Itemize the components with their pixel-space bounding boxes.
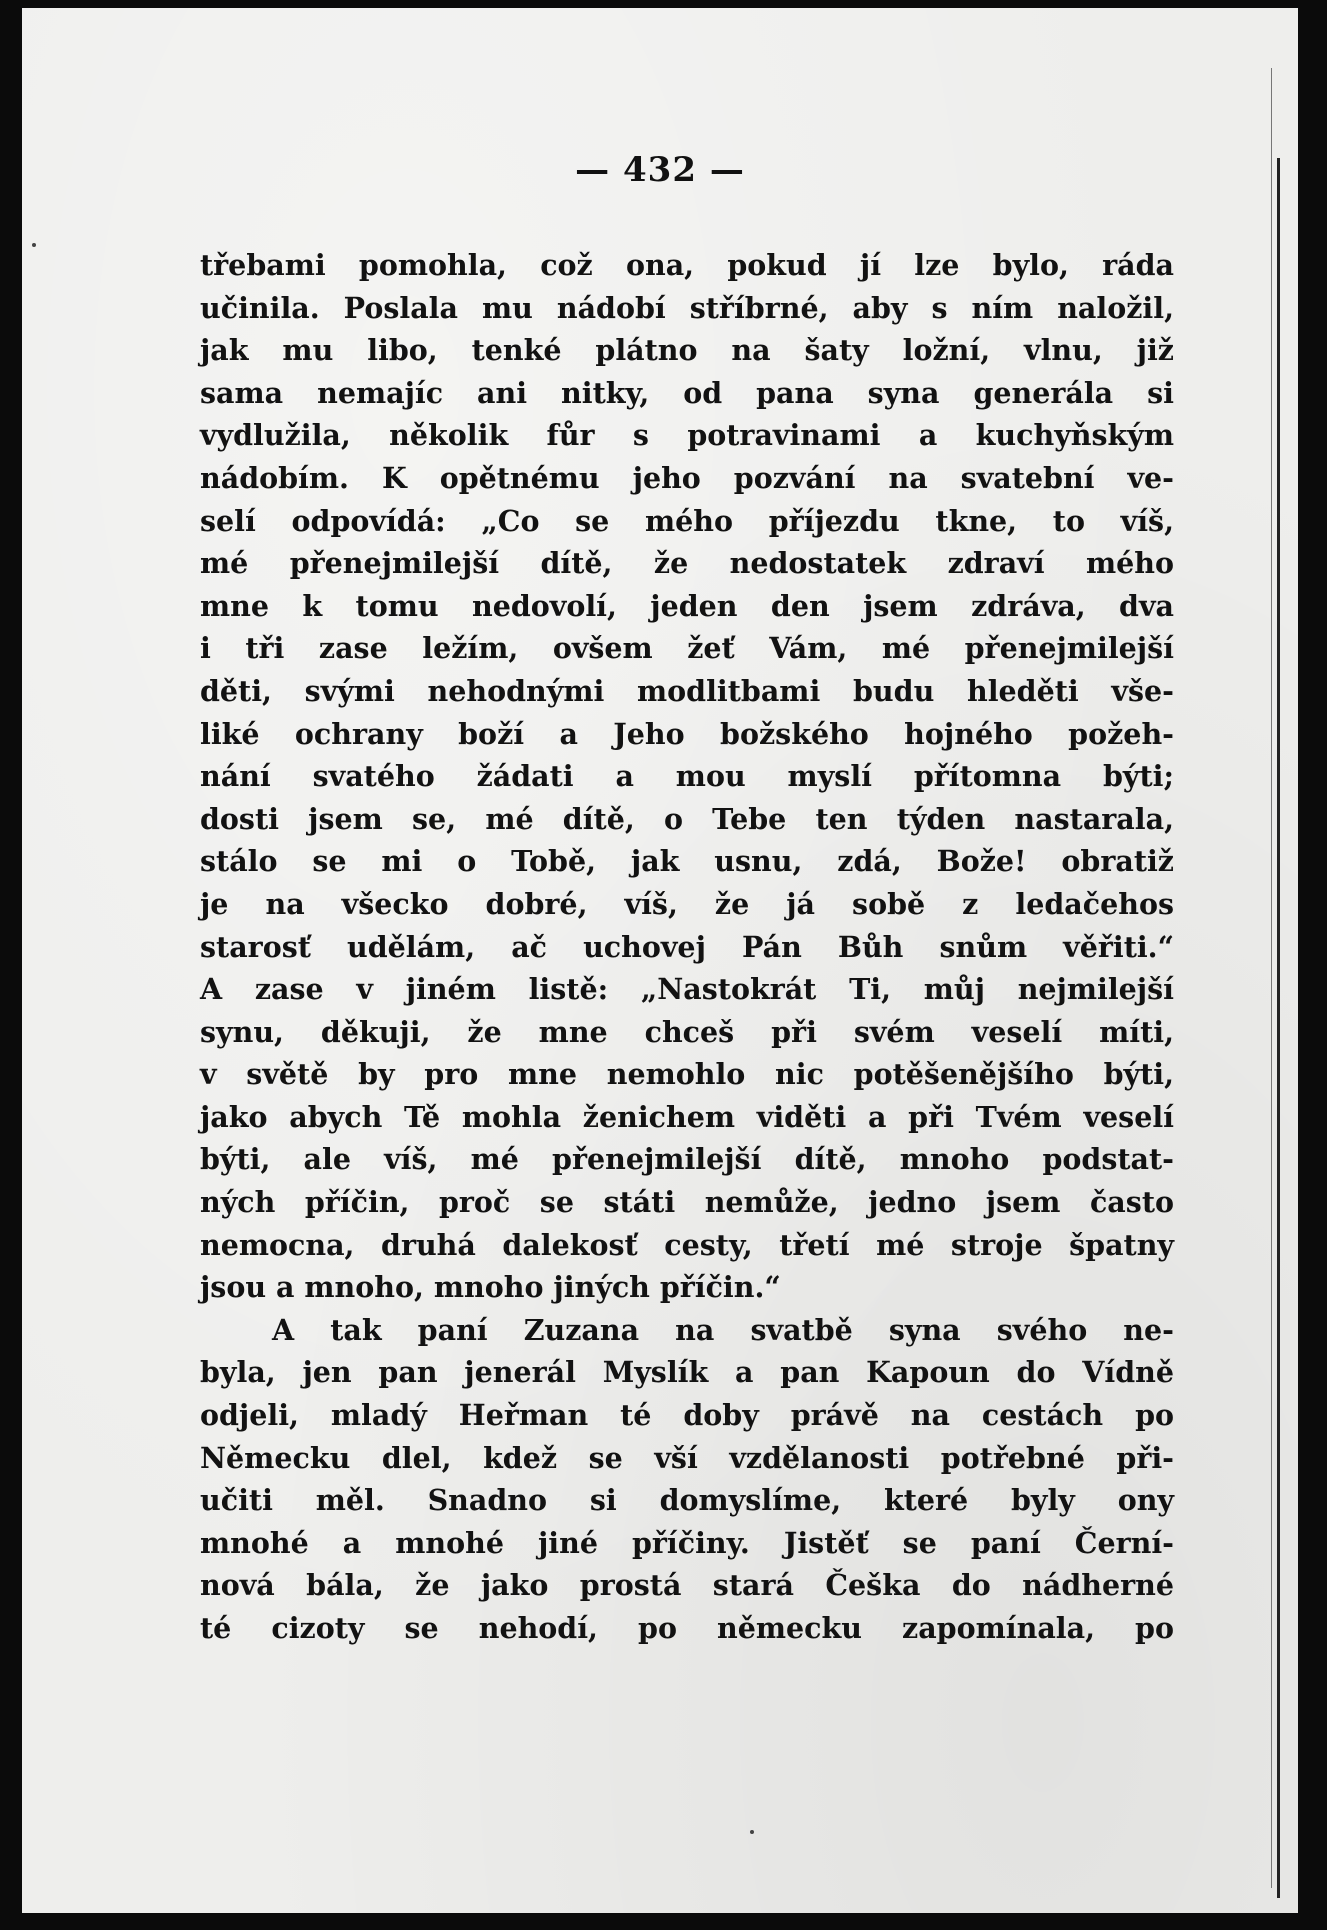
text-line: mnohé a mnohé jiné příčiny. Jistěť se paní Černí- xyxy=(200,1525,1174,1560)
print-speck xyxy=(32,243,36,247)
text-line: jako abych Tě mohla ženichem viděti a při Tvém veselí xyxy=(200,1099,1174,1134)
text-line: nová bála, že jako prostá stará Češka do nádherné xyxy=(200,1568,1174,1603)
page-edge-shadow xyxy=(1271,68,1272,1888)
page-number: — 432 — xyxy=(575,150,745,190)
text-line: třebami pomohla, což ona, pokud jí lze bylo, ráda xyxy=(200,248,1174,282)
text-line: nádobím. K opětnému jeho pozvání na svatební ve- xyxy=(200,460,1174,495)
text-line: byla, jen pan jenerál Myslík a pan Kapoun do Vídně xyxy=(200,1355,1174,1390)
text-line: děti, svými nehodnými modlitbami budu hleděti vše- xyxy=(200,673,1174,708)
text-line: odjeli, mladý Heřman té doby právě na cestách po xyxy=(200,1398,1174,1433)
text-line: je na všecko dobré, víš, že já sobě z ledačehos xyxy=(200,886,1174,921)
text-line: mne k tomu nedovolí, jeden den jsem zdráva, dva xyxy=(200,588,1174,623)
text-line: mé přenejmilejší dítě, že nedostatek zdraví mého xyxy=(200,546,1174,581)
text-line: jak mu libo, tenké plátno na šaty ložní, vlnu, již xyxy=(200,333,1174,368)
body-text xyxy=(200,244,1174,1650)
text-line: dosti jsem se, mé dítě, o Tebe ten týden nastarala, xyxy=(200,801,1174,836)
text-line: A zase v jiném listě: „Nastokrát Ti, můj nejmilejší xyxy=(200,972,1174,1007)
text-line: nemocna, druhá dalekosť cesty, třetí mé stroje špatny xyxy=(200,1227,1174,1262)
text-line: stálo se mi o Tobě, jak usnu, zdá, Bože! obratiž xyxy=(200,844,1174,879)
page-edge-rule xyxy=(1277,158,1280,1898)
text-line: synu, děkuji, že mne chceš při svém veselí míti, xyxy=(200,1014,1174,1049)
text-line: i tři zase ležím, ovšem žeť Vám, mé přenejmilejší xyxy=(200,631,1174,666)
text-line: nání svatého žádati a mou myslí přítomna býti; xyxy=(200,759,1174,794)
text-line: starosť udělám, ač uchovej Pán Bůh snům věřiti.“ xyxy=(200,929,1174,964)
text-line: té cizoty se nehodí, po německu zapomínala, po xyxy=(200,1611,1174,1645)
text-line: sama nemajíc ani nitky, od pana syna generála si xyxy=(200,375,1174,410)
text-line: vydlužila, několik fůr s potravinami a kuchyňským xyxy=(200,418,1174,453)
text-line: Německu dlel, kdež se vší vzdělanosti potřebné při- xyxy=(200,1440,1174,1475)
text-line: A tak paní Zuzana na svatbě syna svého ne- xyxy=(272,1312,1174,1347)
text-line: selí odpovídá: „Co se mého příjezdu tkne, to víš, xyxy=(200,503,1174,538)
text-line: v světě by pro mne nemohlo nic potěšenějšího býti, xyxy=(200,1057,1174,1092)
text-line: ných příčin, proč se státi nemůže, jedno jsem často xyxy=(200,1185,1174,1220)
text-line: učiti měl. Snadno si domyslíme, které byly ony xyxy=(200,1483,1174,1518)
print-speck xyxy=(750,1830,754,1834)
book-page xyxy=(22,8,1298,1913)
text-line: učinila. Poslala mu nádobí stříbrné, aby s ním naložil, xyxy=(200,290,1174,325)
text-line: jsou a mnoho, mnoho jiných příčin.“ xyxy=(200,1270,781,1305)
text-line: býti, ale víš, mé přenejmilejší dítě, mnoho podstat- xyxy=(200,1142,1174,1177)
text-line: liké ochrany boží a Jeho božského hojného požeh- xyxy=(200,716,1174,751)
